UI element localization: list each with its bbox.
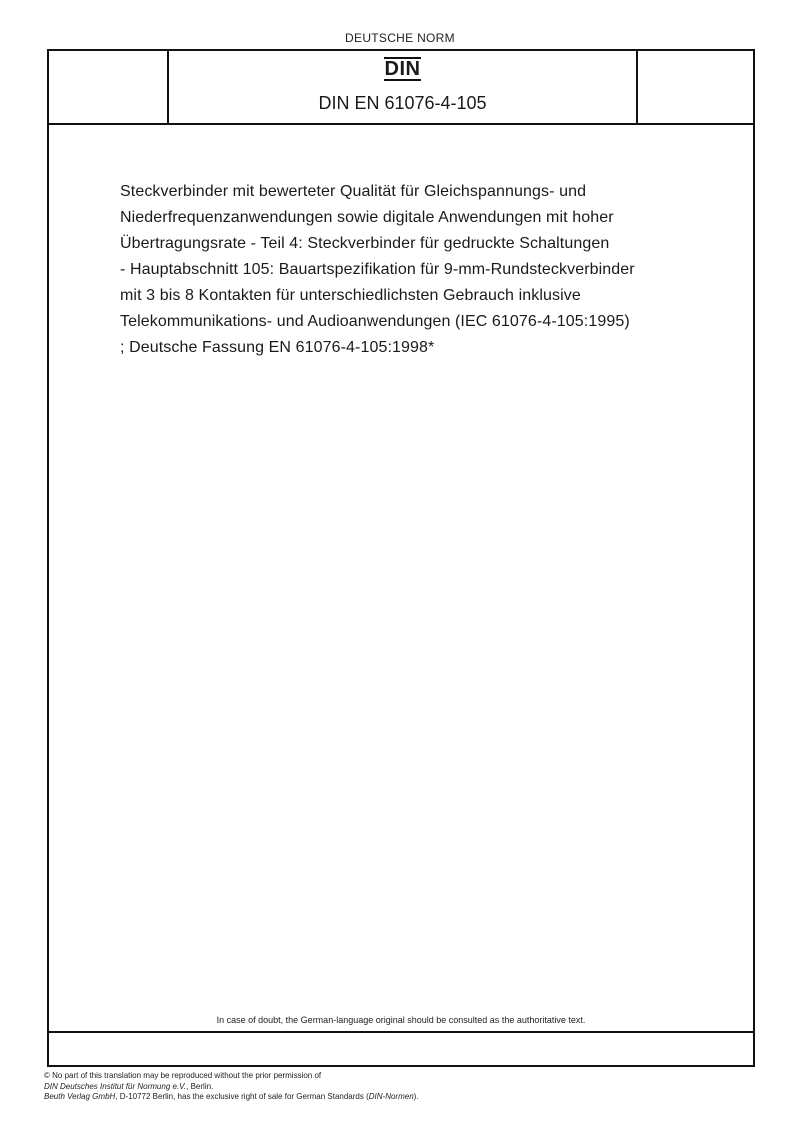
copyright-line-2-rest: , Berlin. bbox=[186, 1081, 214, 1091]
copyright-line-3-end: ). bbox=[413, 1092, 419, 1101]
document-title bbox=[120, 179, 700, 361]
header-row bbox=[49, 51, 753, 125]
copyright-line-1: © No part of this translation may be reproduced without the prior permission of bbox=[44, 1071, 322, 1080]
title-line: ; Deutsche Fassung EN 61076-4-105:1998* bbox=[120, 339, 435, 356]
title-line: Telekommunikations- und Audioanwendungen (IEC 61076-4-105:1995) bbox=[120, 313, 630, 330]
doubt-note: In case of doubt, the German-language original should be consulted as the authoritative text. bbox=[216, 1015, 586, 1025]
top-label-deutsche-norm: DEUTSCHE NORM bbox=[345, 31, 455, 45]
header-cell-right bbox=[636, 51, 753, 123]
title-line: mit 3 bis 8 Kontakten für unterschiedlichsten Gebrauch inklusive bbox=[120, 287, 581, 304]
title-line: Steckverbinder mit bewerteter Qualität für Gleichspannungs- und bbox=[120, 183, 587, 200]
header-cell-left bbox=[49, 51, 169, 123]
copyright-line-3-middle: , D-10772 Berlin, has the exclusive right of sale for German Standards ( bbox=[115, 1092, 369, 1101]
document-frame bbox=[47, 49, 755, 1067]
din-logo-text: DIN bbox=[384, 58, 421, 80]
copyright-line-3 bbox=[44, 1092, 744, 1103]
header-cell-center bbox=[169, 51, 636, 123]
copyright-footer bbox=[44, 1071, 744, 1103]
bottom-divider bbox=[49, 1031, 753, 1033]
din-logo bbox=[169, 57, 636, 81]
beuth-verlag-name: Beuth Verlag GmbH bbox=[44, 1092, 116, 1101]
copyright-line-2 bbox=[44, 1082, 744, 1093]
title-line: Niederfrequenzanwendungen sowie digitale Anwendungen mit hoher bbox=[120, 209, 614, 226]
din-normen-label: DIN-Normen bbox=[368, 1092, 414, 1101]
title-line: - Hauptabschnitt 105: Bauartspezifikation für 9-mm-Rundsteckverbinder bbox=[120, 261, 635, 278]
din-institute-name: DIN Deutsches Institut für Normung e.V. bbox=[44, 1081, 187, 1091]
document-number: DIN EN 61076-4-105 bbox=[318, 93, 487, 113]
title-line: Übertragungsrate - Teil 4: Steckverbinder für gedruckte Schaltungen bbox=[120, 235, 610, 252]
